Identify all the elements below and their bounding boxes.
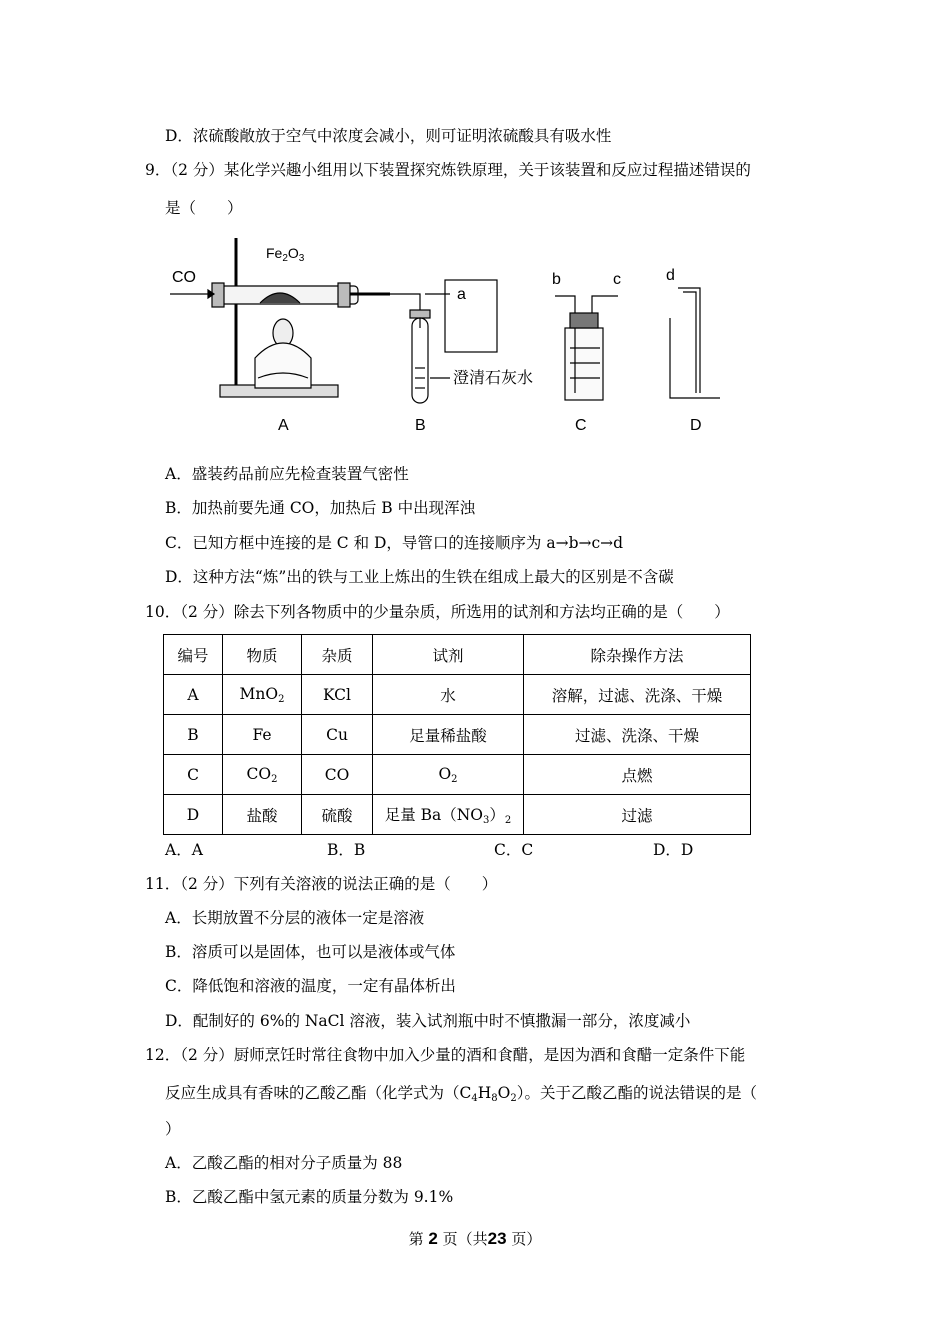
cell-reagent: $O_2$ [373,755,524,795]
apparatus-c [555,296,618,400]
cell-method: 点燃 [524,755,751,795]
cell-method: 过滤 [524,795,751,835]
cell-substance: Fe [223,715,302,755]
page-total: 23 [487,1229,507,1248]
q11-option-a: A．长期放置不分层的液体一定是溶液 [165,909,425,927]
q9-option-a: A．盛装药品前应先检查装置气密性 [165,465,409,483]
table-row [164,675,751,715]
page-number: 2 [428,1229,438,1248]
q10-answer-c: C．C [494,841,534,859]
q12-stem: 12．（2 分）厨师烹饪时常往食物中加入少量的酒和食醋，是因为酒和食醋一定条件下能 [145,1046,746,1064]
table-row [164,795,751,835]
q12-stem-cont: 反应生成具有香味的乙酸乙酯（化学式为$(C_4H_8O_2)$。关于乙酸乙酯的说法错误的是（ [165,1084,758,1104]
cell-method: 溶解，过滤、洗涤、干燥 [524,675,751,715]
cell-reagent: 足量稀盐酸 [373,715,524,755]
port-c: c [613,271,621,288]
q12-stem-end: ） [165,1120,181,1138]
q10-answer-b: B．B [327,841,366,859]
q11-option-b: B．溶质可以是固体，也可以是液体或气体 [165,943,456,961]
q12-option-b: B．乙酸乙酯中氢元素的质量分数为 9.1% [165,1188,454,1206]
cell-id: A [164,675,223,715]
cell-id: C [164,755,223,795]
label-c: C [575,417,587,434]
cell-substance: $CO_2$ [223,755,302,795]
cell-reagent: 水 [373,675,524,715]
q10-table [163,634,751,835]
cell-substance: 盐酸 [223,795,302,835]
port-a: a [457,286,466,303]
port-d: d [666,267,675,284]
apparatus-d [670,288,720,398]
table-header-row [164,635,751,675]
q9-option-d: D．这种方法“炼”出的铁与工业上炼出的生铁在组成上最大的区别是不含碳 [165,568,674,586]
co-label: CO [172,269,196,286]
header-cell: 编号 [164,635,223,675]
q9-option-c: C．已知方框中连接的是 C 和 D，导管口的连接顺序为 a→b→c→d [165,534,624,552]
cell-method: 过滤、洗涤、干燥 [524,715,751,755]
cell-impurity: CO [302,755,373,795]
label-d: D [690,417,702,434]
header-cell: 除杂操作方法 [524,635,751,675]
port-b: b [552,271,561,288]
table-row [164,715,751,755]
cell-id: D [164,795,223,835]
q12-option-a: A．乙酸乙酯的相对分子质量为 88 [165,1154,403,1172]
q8-option-d: D．浓硫酸敞放于空气中浓度会减小，则可证明浓硫酸具有吸水性 [165,127,612,145]
table-row [164,755,751,795]
cell-substance: MnO$_2$ [223,675,302,715]
header-cell: 物质 [223,635,302,675]
page-footer: 第 2 页（共23 页） [408,1229,542,1248]
apparatus-figure [160,228,720,440]
apparatus-a [170,238,420,397]
cell-id: B [164,715,223,755]
q9-option-b: B．加热前要先通 CO，加热后 B 中出现浑浊 [165,499,476,517]
q11-stem: 11．（2 分）下列有关溶液的说法正确的是（ ） [145,875,498,893]
cell-reagent: 足量 $Ba(NO_3)_2$ [373,795,524,835]
q9-stem: 9．（2 分）某化学兴趣小组用以下装置探究炼铁原理，关于该装置和反应过程描述错误的 [145,161,751,179]
label-a: A [278,417,289,434]
q11-option-c: C．降低饱和溶液的温度，一定有晶体析出 [165,977,456,995]
q10-answer-d: D．D [653,841,694,859]
cell-impurity: Cu [302,715,373,755]
header-cell: 试剂 [373,635,524,675]
fe2o3-label: $Fe_2O_3$ [266,245,305,264]
label-b: B [415,417,426,434]
header-cell: 杂质 [302,635,373,675]
cell-impurity: KCl [302,675,373,715]
limewater-label: 澄清石灰水 [453,370,534,387]
cell-impurity: 硫酸 [302,795,373,835]
q10-stem: 10．（2 分）除去下列各物质中的少量杂质，所选用的试剂和方法均正确的是（ ） [145,603,730,621]
q10-answer-a: A．A [165,841,203,859]
q9-stem-cont: 是（ ） [165,199,243,217]
q11-option-d: D．配制好的 6%的 NaCl 溶液，装入试剂瓶中时不慎撒漏一部分，浓度减小 [165,1012,691,1030]
